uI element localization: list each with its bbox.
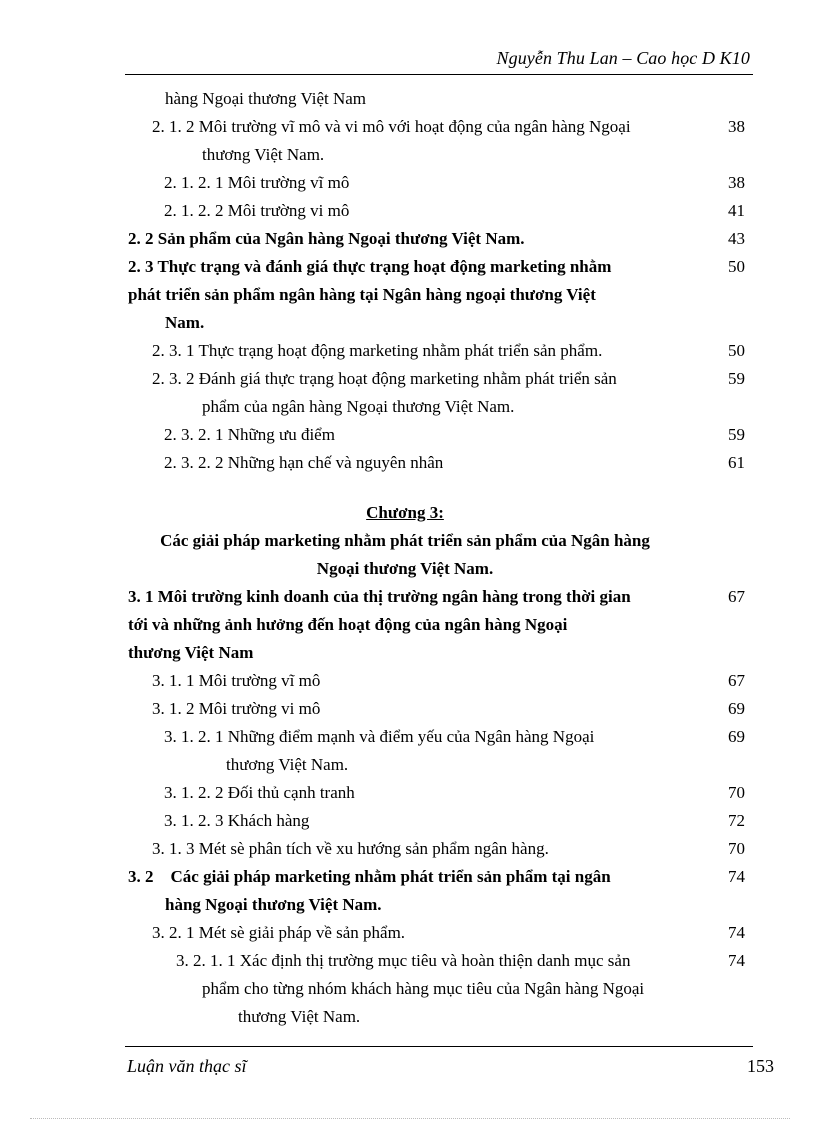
toc-line: tới và những ảnh hưởng đến hoạt động của ngân hàng Ngoại xyxy=(128,615,568,634)
toc-line: 3. 1. 2. 3 Khách hàng xyxy=(164,811,310,830)
page-edge-dots xyxy=(30,1118,790,1119)
toc-page-number: 59 xyxy=(728,425,745,444)
chapter-label xyxy=(0,503,813,523)
toc-page-number: 67 xyxy=(728,671,745,690)
toc-line: hàng Ngoại thương Việt Nam xyxy=(165,89,367,108)
toc-page-number: 72 xyxy=(728,811,745,830)
toc-line: 2. 1. 2. 1 Môi trường vĩ mô xyxy=(164,173,350,192)
chapter-title-line-2: Ngoại thương Việt Nam. xyxy=(316,559,494,578)
toc-page-number: 41 xyxy=(728,201,745,220)
toc-page-number: 50 xyxy=(728,257,745,276)
toc-line: thương Việt Nam. xyxy=(202,145,325,164)
toc-line: hàng Ngoại thương Việt Nam. xyxy=(165,895,382,914)
toc-page-number: 69 xyxy=(728,699,745,718)
toc-line: phẩm cho từng nhóm khách hàng mục tiêu của Ngân hàng Ngoại xyxy=(202,979,645,998)
toc-page-number: 69 xyxy=(728,727,745,746)
running-header: Nguyễn Thu Lan – Cao học D K10 xyxy=(496,48,750,68)
toc-line: thương Việt Nam. xyxy=(226,755,349,774)
toc-line: 3. 1. 2. 1 Những điểm mạnh và điểm yếu của Ngân hàng Ngoại xyxy=(164,727,595,746)
toc-line: 2. 1. 2 Môi trường vĩ mô và vi mô với hoạt động của ngân hàng Ngoại xyxy=(152,117,631,136)
toc-line: 2. 3 Thực trạng và đánh giá thực trạng hoạt động marketing nhằm xyxy=(128,257,612,276)
toc-line: 2. 3. 1 Thực trạng hoạt động marketing nhằm phát triển sản phẩm. xyxy=(152,341,603,360)
toc-line: 3. 2 Các giải pháp marketing nhằm phát triển sản phẩm tại ngân xyxy=(128,867,611,886)
toc-line: phẩm của ngân hàng Ngoại thương Việt Nam. xyxy=(202,397,515,416)
toc-line: 2. 3. 2. 1 Những ưu điểm xyxy=(164,425,335,444)
chapter-title-line-1: Các giải pháp marketing nhằm phát triển sản phẩm của Ngân hàng xyxy=(160,531,650,550)
toc-page-number: 61 xyxy=(728,453,745,472)
toc-page-number: 38 xyxy=(728,173,745,192)
toc-line: phát triển sản phẩm ngân hàng tại Ngân hàng ngoại thương Việt xyxy=(128,285,596,304)
header-rule xyxy=(125,74,753,75)
footer-rule xyxy=(125,1046,753,1047)
toc-line: 2. 2 Sản phẩm của Ngân hàng Ngoại thương Việt Nam. xyxy=(128,229,525,248)
toc-page-number: 74 xyxy=(728,867,745,886)
toc-page-number: 50 xyxy=(728,341,745,360)
chapter-label-text: Chương 3: xyxy=(366,503,444,522)
toc-line: 2. 3. 2 Đánh giá thực trạng hoạt động marketing nhằm phát triển sản xyxy=(152,369,617,388)
toc-line: 3. 1. 3 Mét sè phân tích về xu hướng sản phẩm ngân hàng. xyxy=(152,839,549,858)
footer-label: Luận văn thạc sĩ xyxy=(127,1056,247,1076)
toc-line: thương Việt Nam. xyxy=(238,1007,361,1026)
toc-page-number: 67 xyxy=(728,587,745,606)
toc-line: Nam. xyxy=(165,313,205,332)
toc-line: thương Việt Nam xyxy=(128,643,254,662)
toc-line: 2. 3. 2. 2 Những hạn chế và nguyên nhân xyxy=(164,453,444,472)
toc-page-number: 74 xyxy=(728,951,745,970)
toc-page-number: 38 xyxy=(728,117,745,136)
toc-line: 3. 1. 2 Môi trường vi mô xyxy=(152,699,321,718)
toc-line: 3. 1. 1 Môi trường vĩ mô xyxy=(152,671,321,690)
toc-line: 3. 1 Môi trường kinh doanh của thị trường ngân hàng trong thời gian xyxy=(128,587,631,606)
toc-line: 3. 2. 1 Mét sè giải pháp về sản phẩm. xyxy=(152,923,406,942)
toc-page-number: 43 xyxy=(728,229,745,248)
toc-page-number: 70 xyxy=(728,839,745,858)
toc-line: 3. 1. 2. 2 Đối thủ cạnh tranh xyxy=(164,783,355,802)
toc-page-number: 70 xyxy=(728,783,745,802)
page-number: 153 xyxy=(747,1056,774,1076)
toc-line: 3. 2. 1. 1 Xác định thị trường mục tiêu và hoàn thiện danh mục sản xyxy=(176,951,631,970)
toc-page-number: 74 xyxy=(728,923,745,942)
toc-page-number: 59 xyxy=(728,369,745,388)
toc-line: 2. 1. 2. 2 Môi trường vi mô xyxy=(164,201,350,220)
